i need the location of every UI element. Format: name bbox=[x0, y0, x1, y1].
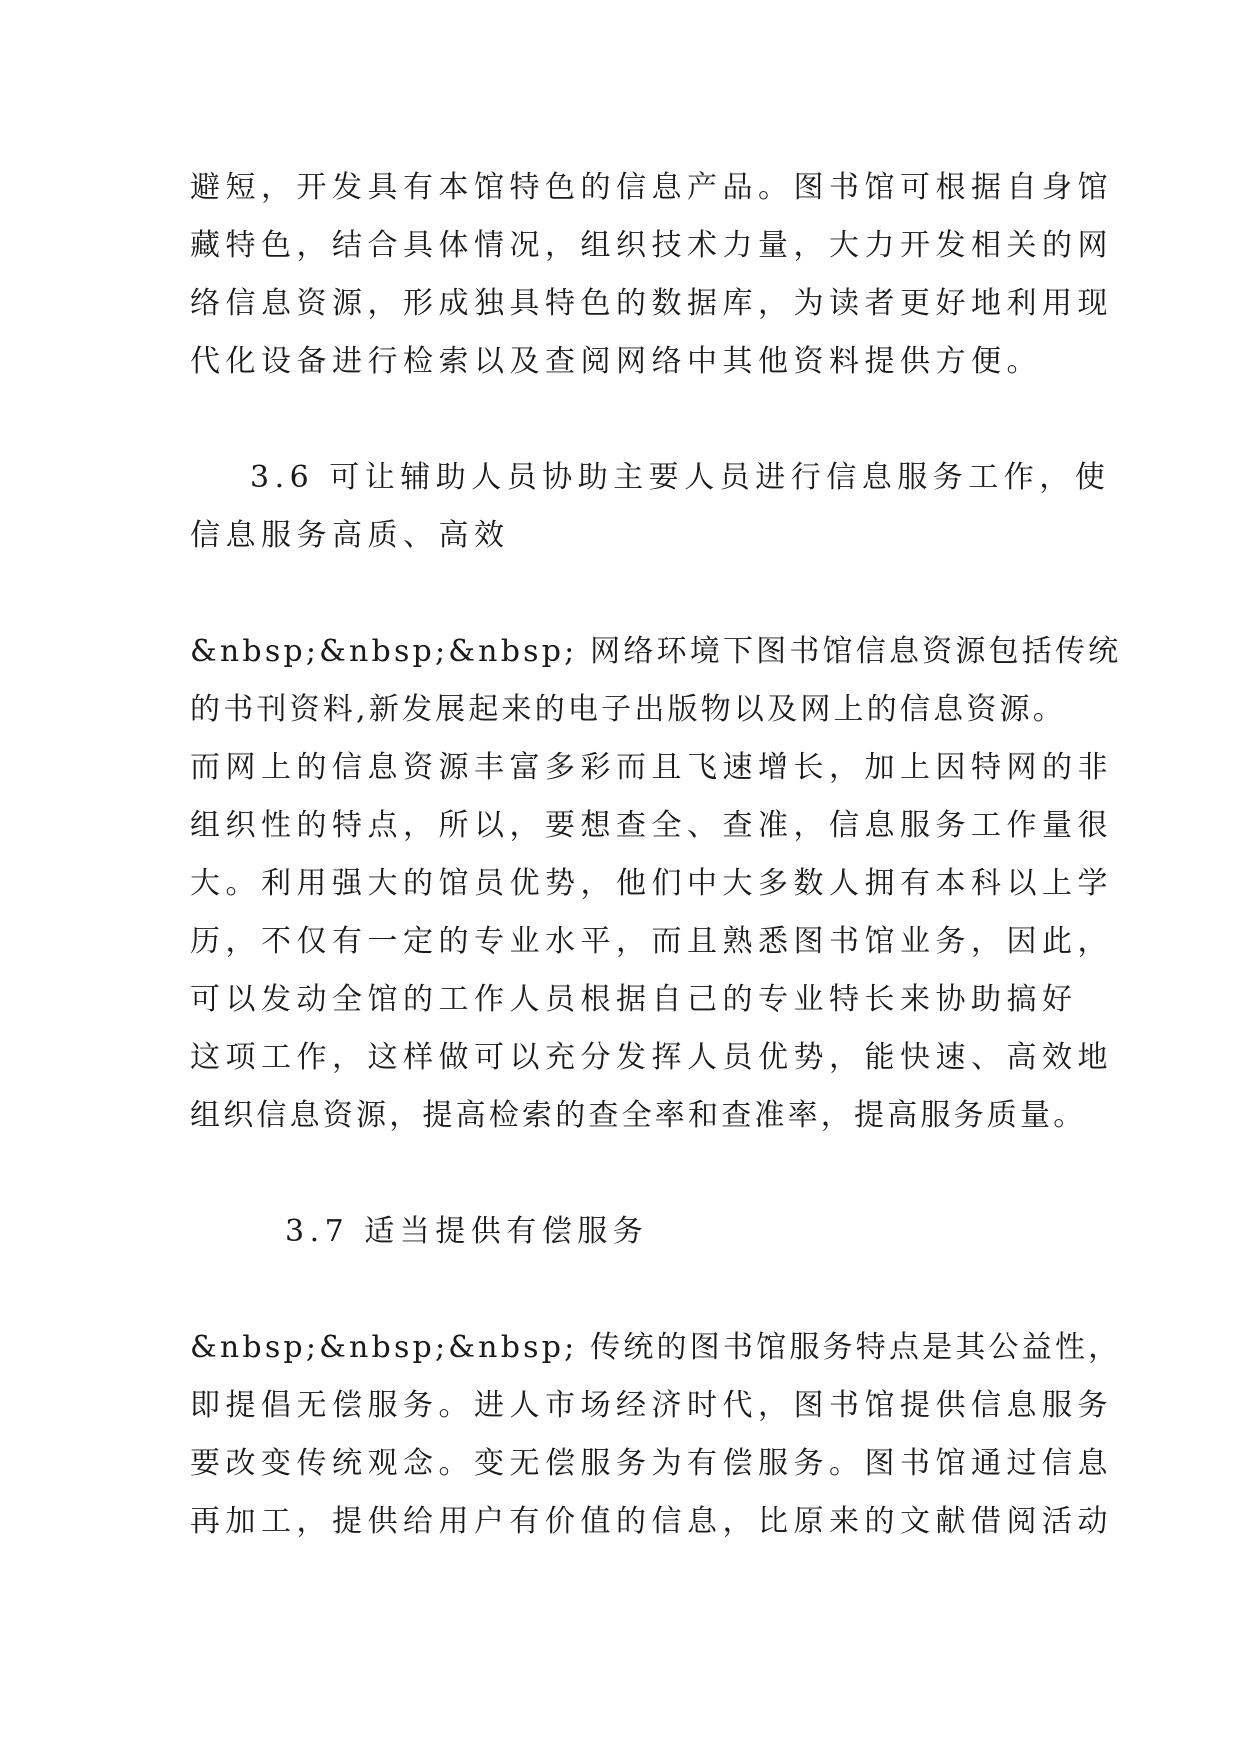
section-3-6-heading-line-1: 3.6 可让辅助人员协助主要人员进行信息服务工作，使 bbox=[250, 460, 1111, 495]
paragraph-2-line-8: 这项工作，这样做可以充分发挥人员优势，能快速、高效地 bbox=[190, 1040, 1113, 1075]
paragraph-2-line-9: 组织信息资源，提高检索的查全率和查准率，提高服务质量。 bbox=[190, 1098, 1087, 1133]
paragraph-1-line-3: 络信息资源，形成独具特色的数据库，为读者更好地利用现 bbox=[190, 286, 1113, 321]
paragraph-3-line-1: &nbsp;&nbsp;&nbsp; 传统的图书馆服务特点是其公益性， bbox=[190, 1330, 1122, 1365]
paragraph-2-line-3: 而网上的信息资源丰富多彩而且飞速增长，加上因特网的非 bbox=[190, 750, 1113, 785]
paragraph-1-line-1: 避短，开发具有本馆特色的信息产品。图书馆可根据自身馆 bbox=[190, 170, 1113, 205]
paragraph-2-line-7: 可以发动全馆的工作人员根据自己的专业特长来协助搞好 bbox=[190, 982, 1078, 1017]
paragraph-1-line-4: 代化设备进行检索以及查阅网络中其他资料提供方便。 bbox=[190, 344, 1042, 379]
paragraph-2-line-2: 的书刊资料,新发展起来的电子出版物以及网上的信息资源。 bbox=[190, 692, 1066, 727]
section-3-7-heading: 3.7 适当提供有偿服务 bbox=[285, 1214, 649, 1249]
paragraph-2-line-5: 大。利用强大的馆员优势，他们中大多数人拥有本科以上学 bbox=[190, 866, 1113, 901]
paragraph-3-line-3: 要改变传统观念。变无偿服务为有偿服务。图书馆通过信息 bbox=[190, 1446, 1113, 1481]
paragraph-2-line-6: 历，不仅有一定的专业水平，而且熟悉图书馆业务，因此， bbox=[190, 924, 1113, 959]
paragraph-3-line-2: 即提倡无偿服务。进人市场经济时代，图书馆提供信息服务 bbox=[190, 1388, 1113, 1423]
paragraph-3-line-4: 再加工，提供给用户有价值的信息，比原来的文献借阅活动 bbox=[190, 1504, 1113, 1539]
section-3-6-heading-line-2: 信息服务高质、高效 bbox=[190, 518, 510, 553]
paragraph-2-line-1: &nbsp;&nbsp;&nbsp; 网络环境下图书馆信息资源包括传统 bbox=[190, 634, 1122, 669]
paragraph-1-line-2: 藏特色，结合具体情况，组织技术力量，大力开发相关的网 bbox=[190, 228, 1113, 263]
paragraph-2-line-4: 组织性的特点，所以，要想查全、查准，信息服务工作量很 bbox=[190, 808, 1113, 843]
